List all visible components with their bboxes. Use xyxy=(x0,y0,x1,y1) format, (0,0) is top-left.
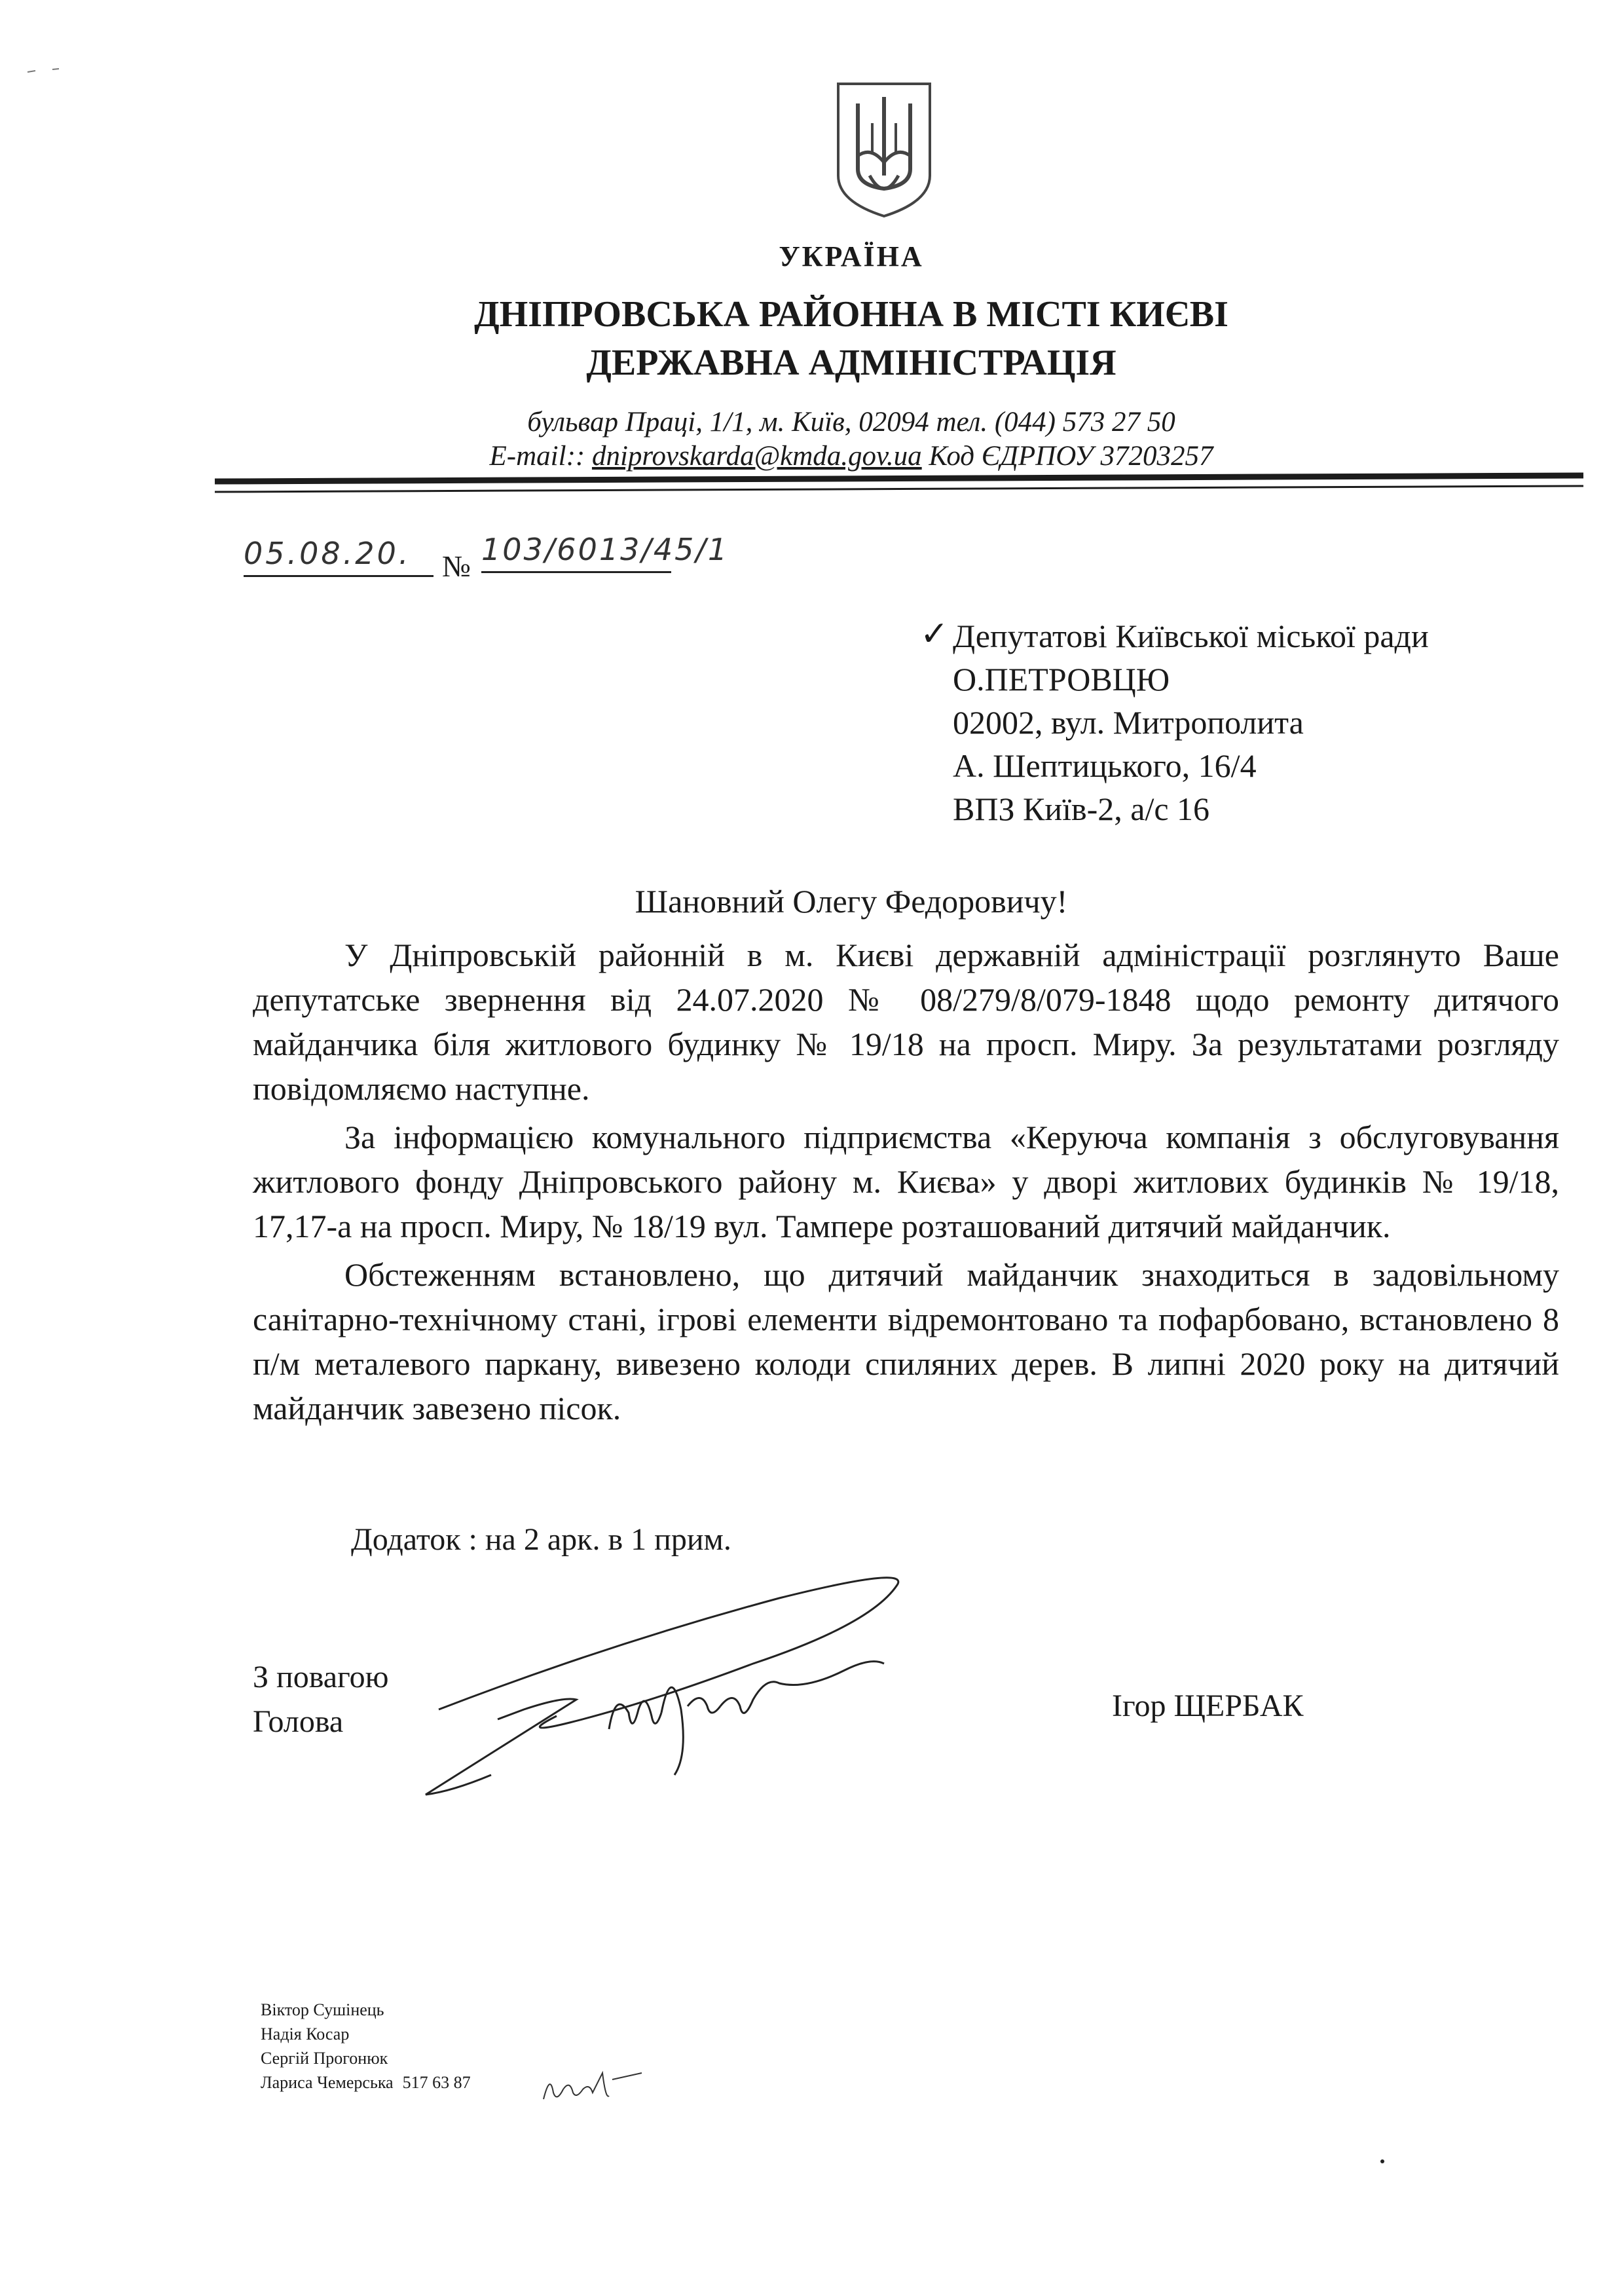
registration-number-label: № xyxy=(442,550,471,583)
header-divider-thin xyxy=(215,485,1583,493)
registration-date: 05.08.20. xyxy=(244,536,434,577)
header-divider-thick xyxy=(215,472,1583,484)
letter-body xyxy=(253,933,1559,1434)
scan-dot xyxy=(1380,2159,1384,2163)
recipient-line-3: 02002, вул. Митрополита xyxy=(953,704,1304,741)
executor-initials-signature xyxy=(537,2066,655,2106)
signatory-position: Голова xyxy=(253,1704,344,1739)
executor-3: Сергій Прогонюк xyxy=(261,2049,388,2068)
recipient-line-2: О.ПЕТРОВЦЮ xyxy=(953,661,1170,698)
trident-coat-of-arms-icon xyxy=(832,77,936,221)
signatory-name: Ігор ЩЕРБАК xyxy=(1112,1689,1304,1723)
edrpou-code: Код ЄДРПОУ 37203257 xyxy=(929,441,1213,472)
body-paragraph-3: Обстеженням встановлено, що дитячий майданчик знаходиться в задовільному санітарно-технічному стані, ігрові елементи відремонтовано та пофарбовано, встановлено 8 п/м металевого паркану, вивезено колоди спиляних дерев. В липні 2020 року на дитячий майданчик завезено пісок. xyxy=(253,1256,1559,1427)
email-link[interactable]: dniprovskarda@kmda.gov.ua xyxy=(591,441,922,472)
body-paragraph-1: У Дніпровській районній в м. Києві державній адміністрації розглянуто Ваше депутатське звернення від 24.07.2020 № 08/279/8/079-1848 щодо ремонту дитячого майданчика біля житлового будинку № 19/18 на просп. Миру. За результатами розгляду повідомляємо наступне. xyxy=(253,937,1559,1107)
country-name: УКРАЇНА xyxy=(779,240,924,272)
organization-name-line2: ДЕРЖАВНА АДМІНІСТРАЦІЯ xyxy=(586,343,1116,383)
signature-block xyxy=(253,1655,388,1744)
executor-4: Лариса Чемерська xyxy=(261,2073,394,2092)
executor-1: Віктор Сушінець xyxy=(261,2000,384,2019)
attachment-note: Додаток : на 2 арк. в 1 прим. xyxy=(351,1522,731,1557)
executors-list xyxy=(261,1998,471,2095)
scan-artifact-mark xyxy=(26,63,79,76)
email-label: E-mail:: xyxy=(489,441,585,472)
recipient-line-4: А. Шептицького, 16/4 xyxy=(953,747,1257,784)
recipient-line-5: ВПЗ Київ-2, а/с 16 xyxy=(953,791,1210,827)
recipient-line-1: Депутатові Київської міської ради xyxy=(953,618,1429,654)
organization-contacts xyxy=(0,440,1624,472)
executor-2: Надія Косар xyxy=(261,2024,350,2043)
salutation: Шановний Олегу Федоровичу! xyxy=(635,883,1068,920)
organization-address: бульвар Праці, 1/1, м. Київ, 02094 тел. (044) 573 27 50 xyxy=(527,407,1175,438)
closing-phrase: З повагою xyxy=(253,1660,389,1694)
body-paragraph-2: За інформацією комунального підприємства «Керуюча компанія з обслуговування житлового фонду Дніпровського району м. Києва» у дворі житлових будинків № 19/18, 17,17-а на просп. Миру, № 18/19 вул. Тампере розташований дитячий майданчик. xyxy=(253,1119,1559,1244)
registration-number: 103/6013/45/1 xyxy=(481,532,671,573)
executor-4-row xyxy=(261,2070,471,2095)
executor-phone: 517 63 87 xyxy=(402,2073,471,2092)
organization-name-line1: ДНІПРОВСЬКА РАЙОННА В МІСТІ КИЄВІ xyxy=(474,294,1228,335)
check-mark-icon: ✓ xyxy=(920,614,949,654)
handwritten-signature xyxy=(413,1559,1035,1834)
